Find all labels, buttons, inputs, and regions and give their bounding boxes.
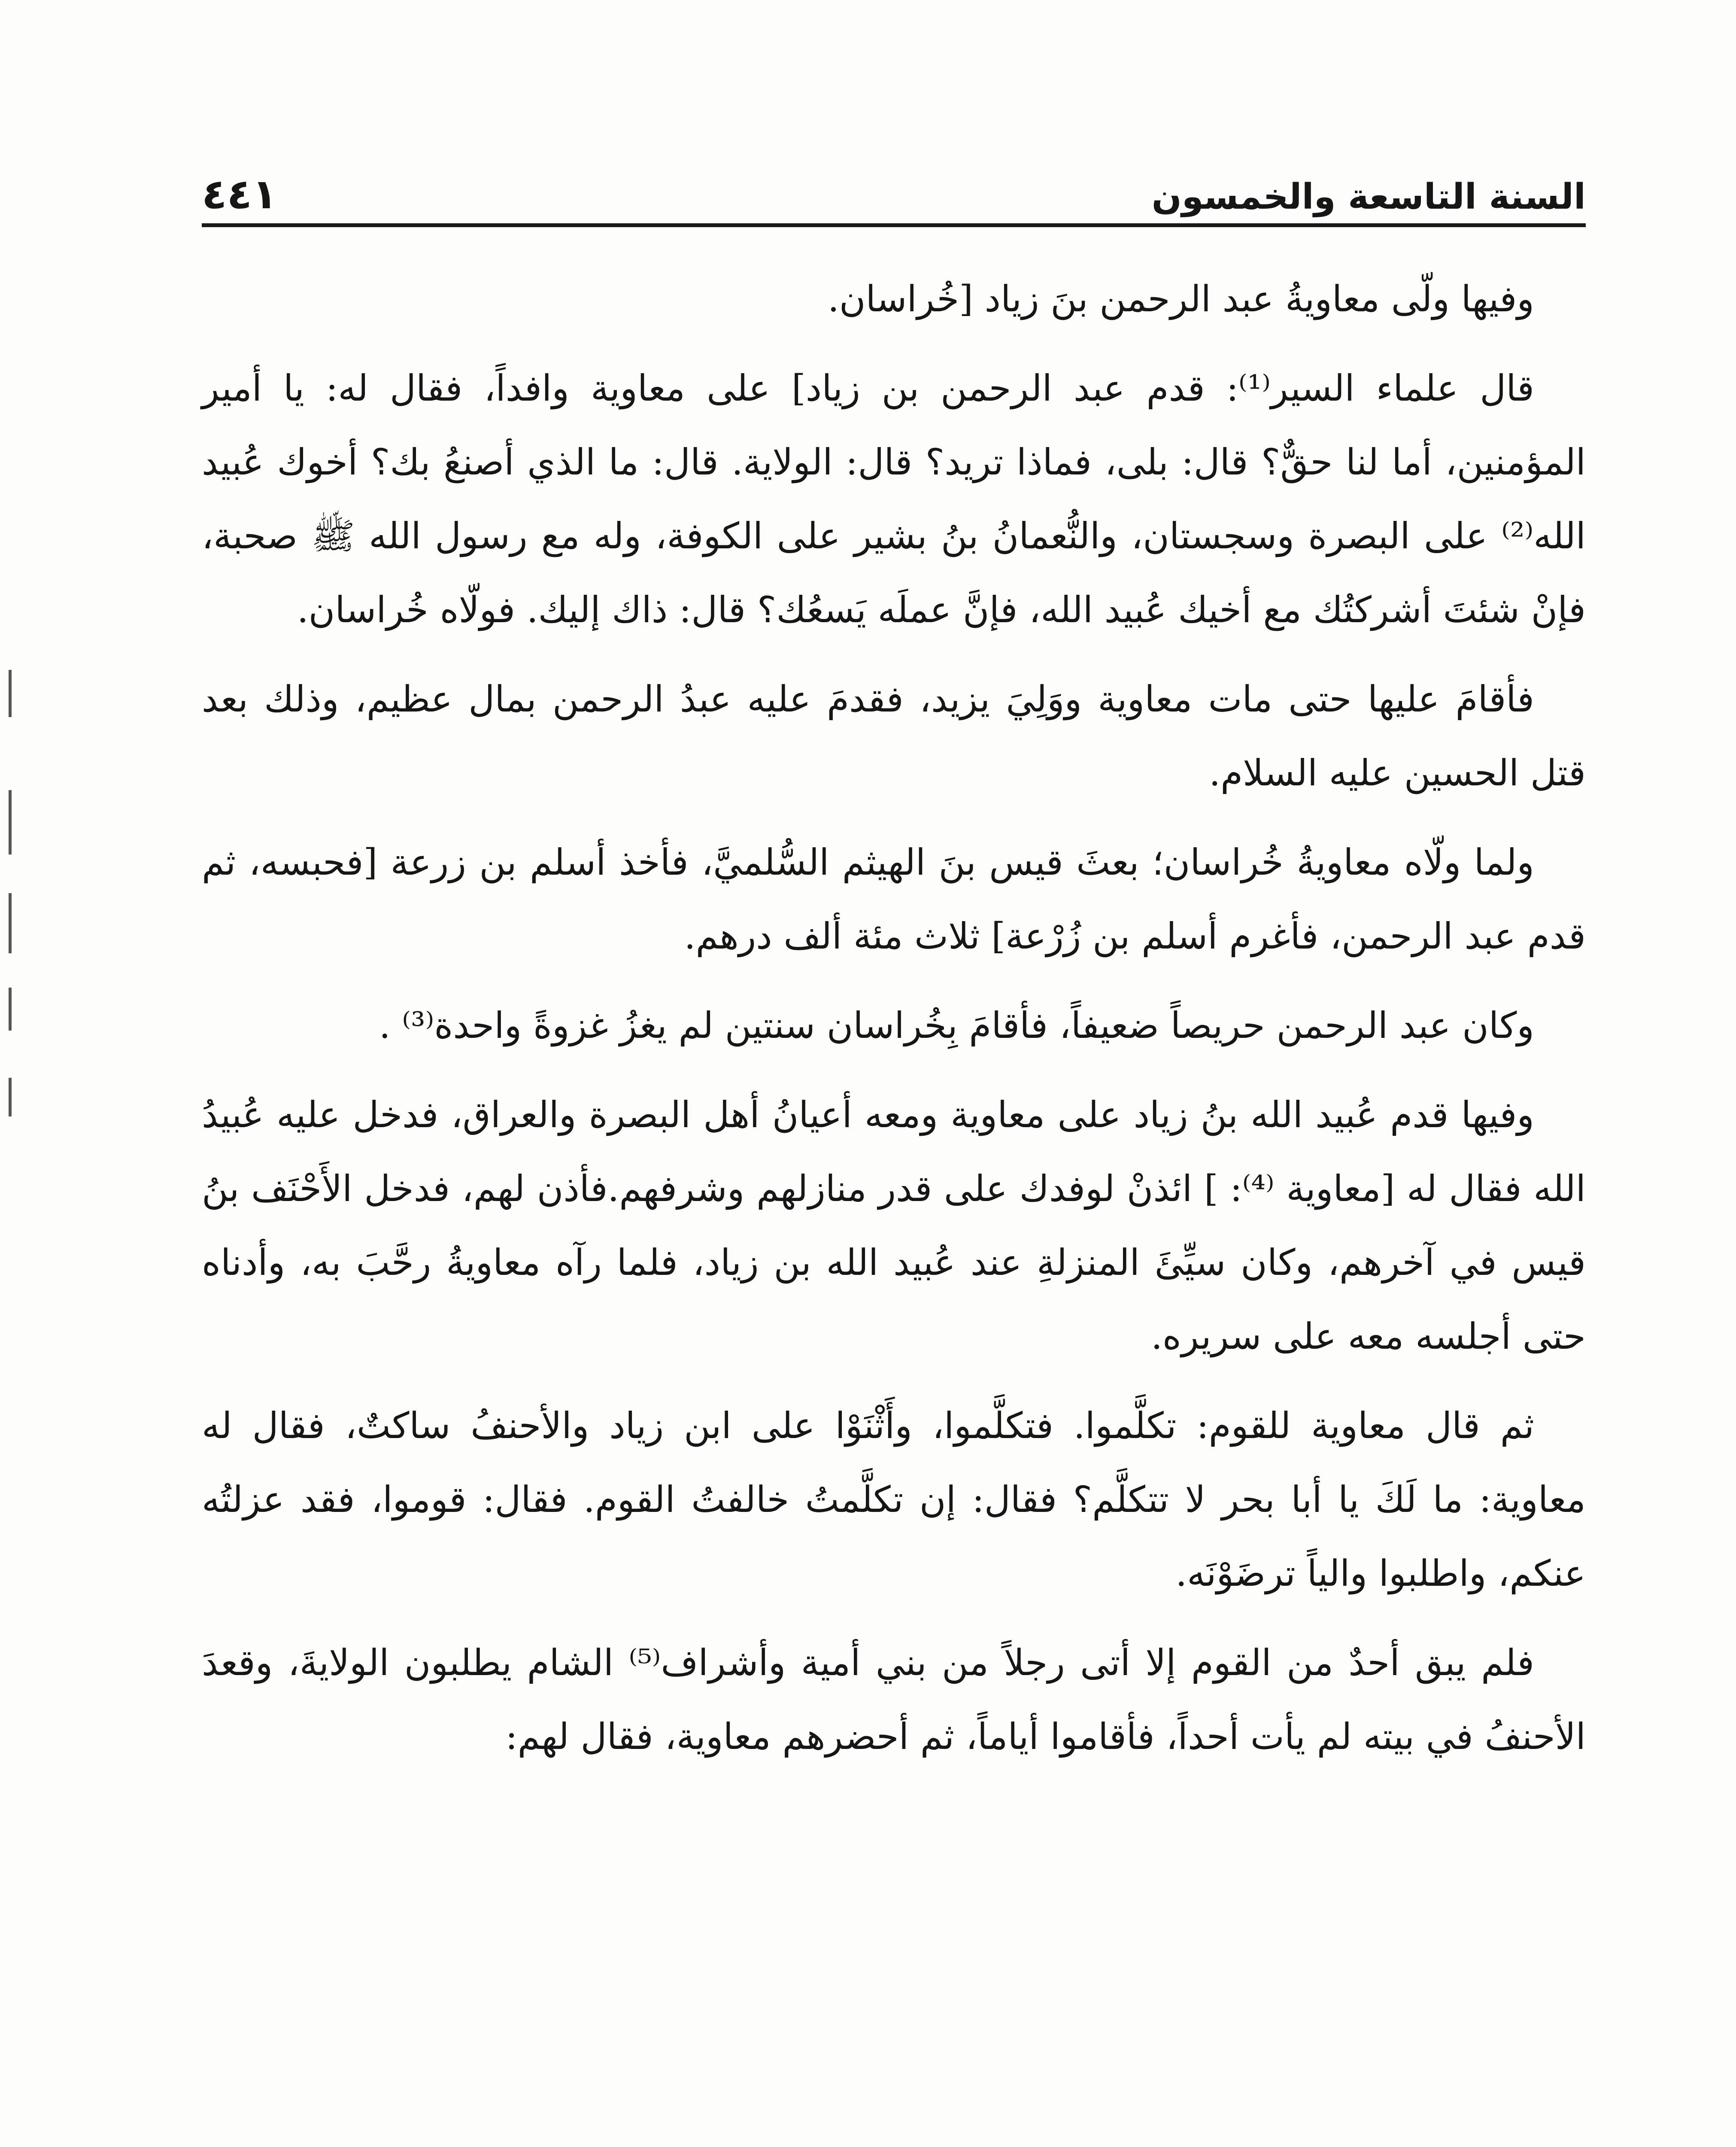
- paragraph: ولما ولّاه معاويةُ خُراسان؛ بعثَ قيس بنَ الهيثم السُّلميَّ، فأخذ أسلم بن زرعة [فحبسه، ثم قدم عبد الرحمن، فأغرم أسلم بن زُرْعة] ثلاث مئة ألف درهم.: [202, 841, 1586, 957]
- paragraph: فلم يبق أحدٌ من القوم إلا أتى رجلاً من بني أمية وأشراف⁽⁵⁾ الشام يطلبون الولايةَ، وقعدَ الأحنفُ في بيته لم يأت أحداً، فأقاموا أياماً، ثم أحضرهم معاوية، فقال لهم:: [202, 1642, 1586, 1758]
- scan-edge-mark: [9, 790, 12, 855]
- paragraph: ثم قال معاوية للقوم: تكلَّموا. فتكلَّموا، وأَثْنَوْا على ابن زياد والأحنفُ ساكتٌ، فقال له معاوية: ما لَكَ يا أبا بحر لا تتكلَّم؟ فقال: إن تكلَّمتُ خالفتُ القوم. فقال: قوموا، فقد عزلتُه عنكم، واطلبوا والياً ترضَوْنَه.: [202, 1405, 1586, 1594]
- paragraph: وفيها قدم عُبيد الله بنُ زياد على معاوية ومعه أعيانُ أهل البصرة والعراق، فدخل عليه عُبيدُ الله فقال له [معاوية ⁽⁴⁾: ] ائذنْ لوفدك على قدر منازلهم وشرفهم.فأذن لهم، فدخل الأَحْنَف بنُ قيس في آخرهم، وكان سيِّئَ المنزلةِ عند عُبيد الله بن زياد، فلما رآه معاويةُ رحَّبَ به، وأدناه حتى أجلسه معه على سريره.: [202, 1094, 1586, 1357]
- scan-edge-mark: [9, 670, 12, 717]
- paragraph: قال علماء السير⁽¹⁾: قدم عبد الرحمن بن زياد] على معاوية وافداً، فقال له: يا أمير المؤمنين، أما لنا حقٌّ؟ قال: بلى، فماذا تريد؟ قال: الولاية. قال: ما الذي أصنعُ بك؟ أخوك عُبيد الله⁽²⁾ على البصرة وسجستان، والنُّعمانُ بنُ بشير على الكوفة، وله مع رسول الله ﷺ صحبة، فإنْ شئتَ أشركتُك مع أخيك عُبيد الله، فإنَّ عملَه يَسعُك؟ قال: ذاك إليك. فولّاه خُراسان.: [202, 367, 1586, 631]
- header-rule: [202, 223, 1586, 227]
- paragraph: وكان عبد الرحمن حريصاً ضعيفاً، فأقامَ بِخُراسان سنتين لم يغزُ غزوةً واحدة⁽³⁾ .: [379, 1004, 1534, 1046]
- scan-edge-mark: [9, 893, 12, 953]
- page-number: ٤٤١: [202, 170, 277, 218]
- paragraph: فأقامَ عليها حتى مات معاوية ووَلِيَ يزيد، فقدمَ عليه عبدُ الرحمن بمال عظيم، وذلك بعد قتل الحسين عليه السلام.: [202, 678, 1586, 794]
- paragraph: وفيها ولّى معاويةُ عبد الرحمن بنَ زياد [خُراسان.: [828, 278, 1534, 320]
- scan-edge-mark: [9, 988, 12, 1031]
- running-title: السنة التاسعة والخمسون: [1151, 176, 1586, 217]
- main-text: [202, 262, 1586, 1789]
- page-header: [202, 142, 1586, 218]
- scan-edge-mark: [9, 1078, 12, 1116]
